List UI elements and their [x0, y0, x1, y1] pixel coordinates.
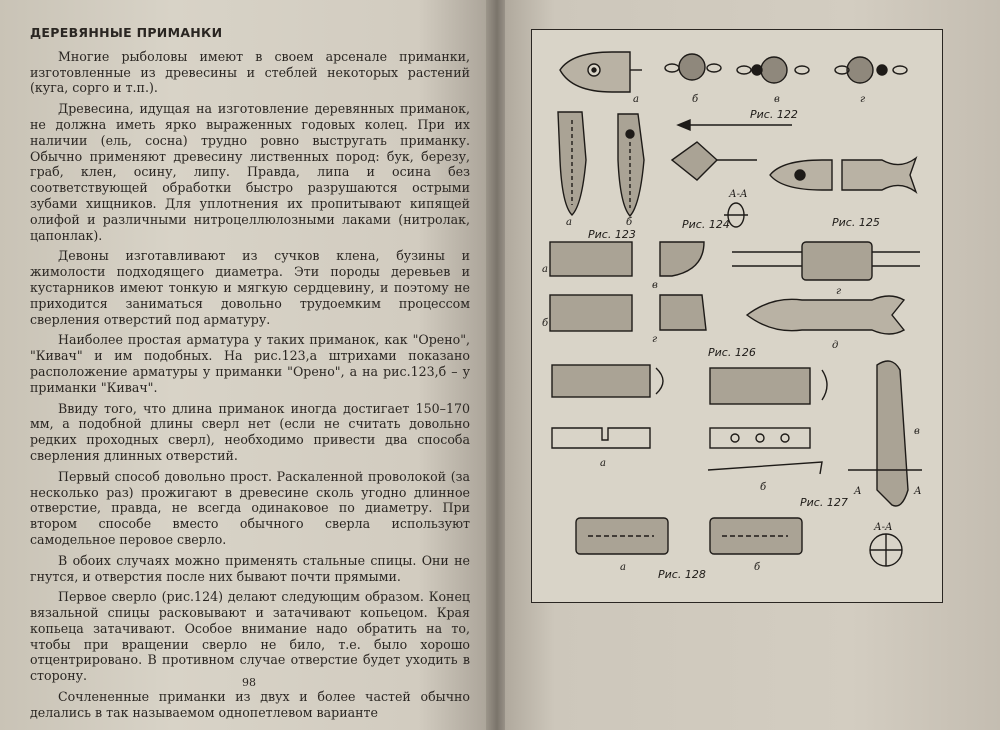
- left-page: [0, 0, 492, 730]
- paragraph-2: Древесина, идущая на изготовление деревянных приманок, не должна иметь ярко выраженных годовых колец. При их наличии (ель, сосна) трудно ровно выстругать приманку. Обычно применяют древесину лиственных пород: бук, березу, граб, клен, осину, липу. Правда, липа и осина без соответствующей обработки быстро разрушаются острыми зубами хищников. Для уплотнения их пропитывают кипящей олифой и различными нитроцеллюлозными лаками (нитролак, цапонлак).: [30, 101, 470, 243]
- paragraph-7: В обоих случаях можно применять стальные спицы. Они не гнутся, и отверстия после них бывают почти прямыми.: [30, 552, 470, 584]
- fig128-caption: Рис. 128: [658, 568, 706, 581]
- paragraph-3: Девоны изготавливают из сучков клена, бузины и жимолости подходящего диаметра. Эти породы деревьев и кустарников имеют тонкую и мягкую сердцевину, и поэтому не приходится заниматься довольно трудоемким процессом сверления отверстий под арматуру.: [30, 248, 470, 327]
- fig127-caption: Рис. 127: [800, 496, 848, 509]
- fig127-section-label: А-А: [874, 522, 893, 533]
- left-page-text: [30, 25, 470, 726]
- fig122-label-v: в: [774, 94, 780, 105]
- paragraph-8: Первое сверло (рис.124) делают следующим образом. Конец вязальной спицы расковывают и затачивают копьецом. Края копьеца затачивают. Особое внимание надо обратить на то, чтобы при вращении сверло не било, т.е. было хорошо отцентрировано. В противном случае отверстие будет уходить в сторону.: [30, 589, 470, 684]
- fig127-label-A-right: А: [914, 486, 922, 497]
- fig123-lure-a: [558, 112, 586, 215]
- paragraph-9: Сочлененные приманки из двух и более частей обычно делались в так называемом однопетлевом варианте: [30, 689, 470, 720]
- fig126-label-g: г: [836, 286, 842, 297]
- fig123-label-a: а: [566, 217, 572, 228]
- illustration-plate: [531, 29, 943, 603]
- fig122-label-b: б: [692, 94, 699, 105]
- fig126-label-b: б: [542, 318, 549, 329]
- fig122-caption: Рис. 122: [750, 108, 798, 121]
- fig128-label-b: б: [754, 562, 761, 573]
- fig123-label-b: б: [626, 217, 633, 228]
- fig124-section-label: А-А: [729, 189, 748, 200]
- fig124-caption: Рис. 124: [682, 218, 730, 231]
- fig128-label-a: а: [620, 562, 626, 573]
- fig126-caption: Рис. 126: [708, 346, 756, 359]
- fig122-bead-v: [737, 57, 809, 83]
- illustration-drawings: [532, 30, 942, 602]
- fig126-parts: [550, 242, 920, 334]
- paragraph-4: Наиболее простая арматура у таких приманок, как "Орено", "Кивач" и им подобных. На рис.123,а штрихами показано расположение арматуры у приманки "Орено", а на рис.123,б – у приманки "Кивач".: [30, 332, 470, 395]
- fig126-label-a: а: [542, 264, 548, 275]
- fig126-label-v: в: [652, 280, 658, 291]
- fig123-lure-b: [618, 114, 644, 216]
- paragraph-6: Первый способ довольно прост. Раскаленной проволокой (за несколько раз) прожигают в древесине сколь угодно длинное отверстие, правда, не всегда одинаковое по диаметру. При втором способе вместо обычного сверла используют самодельное перовое сверло.: [30, 468, 470, 547]
- fig122-bead-g: [835, 57, 907, 83]
- fig127-label-b: б: [760, 482, 767, 493]
- fig126-label-d: д: [832, 340, 839, 351]
- fig122-label-a: а: [633, 94, 639, 105]
- fig125-caption: Рис. 125: [832, 216, 880, 229]
- fig128-parts: [576, 518, 802, 554]
- fig126-label-g2: г: [652, 334, 658, 345]
- fig125-jointed-lure: [770, 158, 916, 192]
- paragraph-1: Многие рыболовы имеют в своем арсенале приманки, изготовленные из древесины и стеблей некоторых растений (куга, сорго и т.п.).: [30, 48, 470, 96]
- page-number: 98: [242, 676, 256, 689]
- fig127-label-A-left: А: [854, 486, 862, 497]
- fig122-label-g: г: [860, 94, 866, 105]
- fig127-label-v: в: [914, 426, 920, 437]
- fig122-lure-head-a: [560, 52, 642, 92]
- fig123-caption: Рис. 123: [588, 228, 636, 241]
- paragraph-5: Ввиду того, что длина приманок иногда достигает 150–170 мм, а подобной длины сверл нет (если не считать довольно редких проходных сверл), необходимо привести два способа сверления длинных отверстий.: [30, 400, 470, 463]
- fig127-label-a: а: [600, 458, 606, 469]
- fig122-bead-b: [665, 54, 721, 80]
- section-heading: ДЕРЕВЯННЫЕ ПРИМАНКИ: [30, 25, 223, 40]
